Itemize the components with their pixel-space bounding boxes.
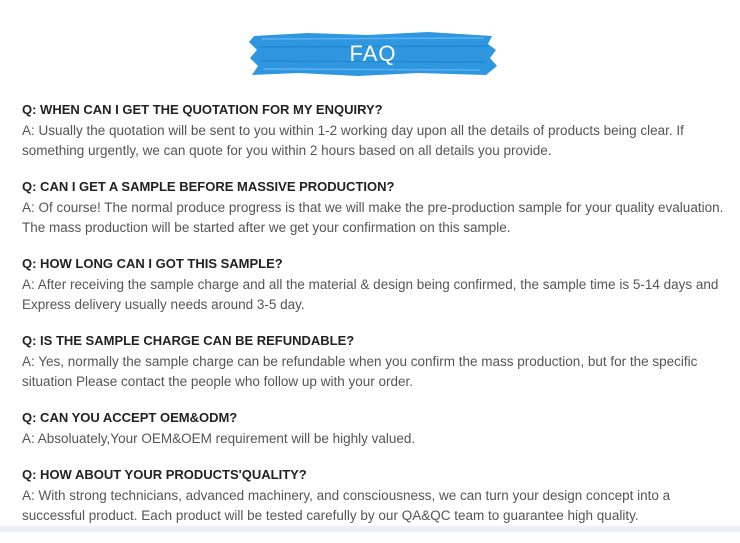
faq-question: Q: IS THE SAMPLE CHARGE CAN BE REFUNDABLE? [22,333,355,348]
faq-answer: A: After receiving the sample charge and all the material & design being confirmed, the sample time is 5-14 days and Express delivery usually needs around 3-5 day. [22,277,719,312]
faq-banner [248,30,498,78]
faq-list [22,101,730,543]
faq-answer: A: Usually the quotation will be sent to you within 1-2 working day upon all the details of products being clear. If something urgently, we can quote for you within 2 hours based on all details you provide. [22,123,684,158]
faq-question: Q: CAN I GET A SAMPLE BEFORE MASSIVE PRODUCTION? [22,179,395,194]
faq-item [22,178,730,238]
faq-item [22,332,730,392]
faq-answer: A: With strong technicians, advanced machinery, and consciousness, we can turn your design concept into a successful product. Each product will be tested carefully by our QA&QC team to guarantee high quality. [22,488,671,523]
faq-item [22,255,730,315]
faq-item [22,101,730,161]
faq-question: Q: CAN YOU ACCEPT OEM&ODM? [22,410,238,425]
faq-question: Q: WHEN CAN I GET THE QUOTATION FOR MY ENQUIRY? [22,102,383,117]
faq-answer: A: Yes, normally the sample charge can be refundable when you confirm the mass production, but for the specific situation Please contact the people who follow up with your order. [22,354,698,389]
faq-title: FAQ [349,41,397,66]
faq-item [22,409,730,449]
faq-answer: A: Absoluately,Your OEM&OEM requirement will be highly valued. [22,431,416,446]
faq-item [22,466,730,526]
faq-answer: A: Of course! The normal produce progress is that we will make the pre-production sample for your quality evaluation. The mass production will be started after we get your confirmation on this sample. [22,200,724,235]
faq-question: Q: HOW LONG CAN I GOT THIS SAMPLE? [22,256,283,271]
bottom-divider [0,526,740,532]
faq-question: Q: HOW ABOUT YOUR PRODUCTS'QUALITY? [22,467,307,482]
